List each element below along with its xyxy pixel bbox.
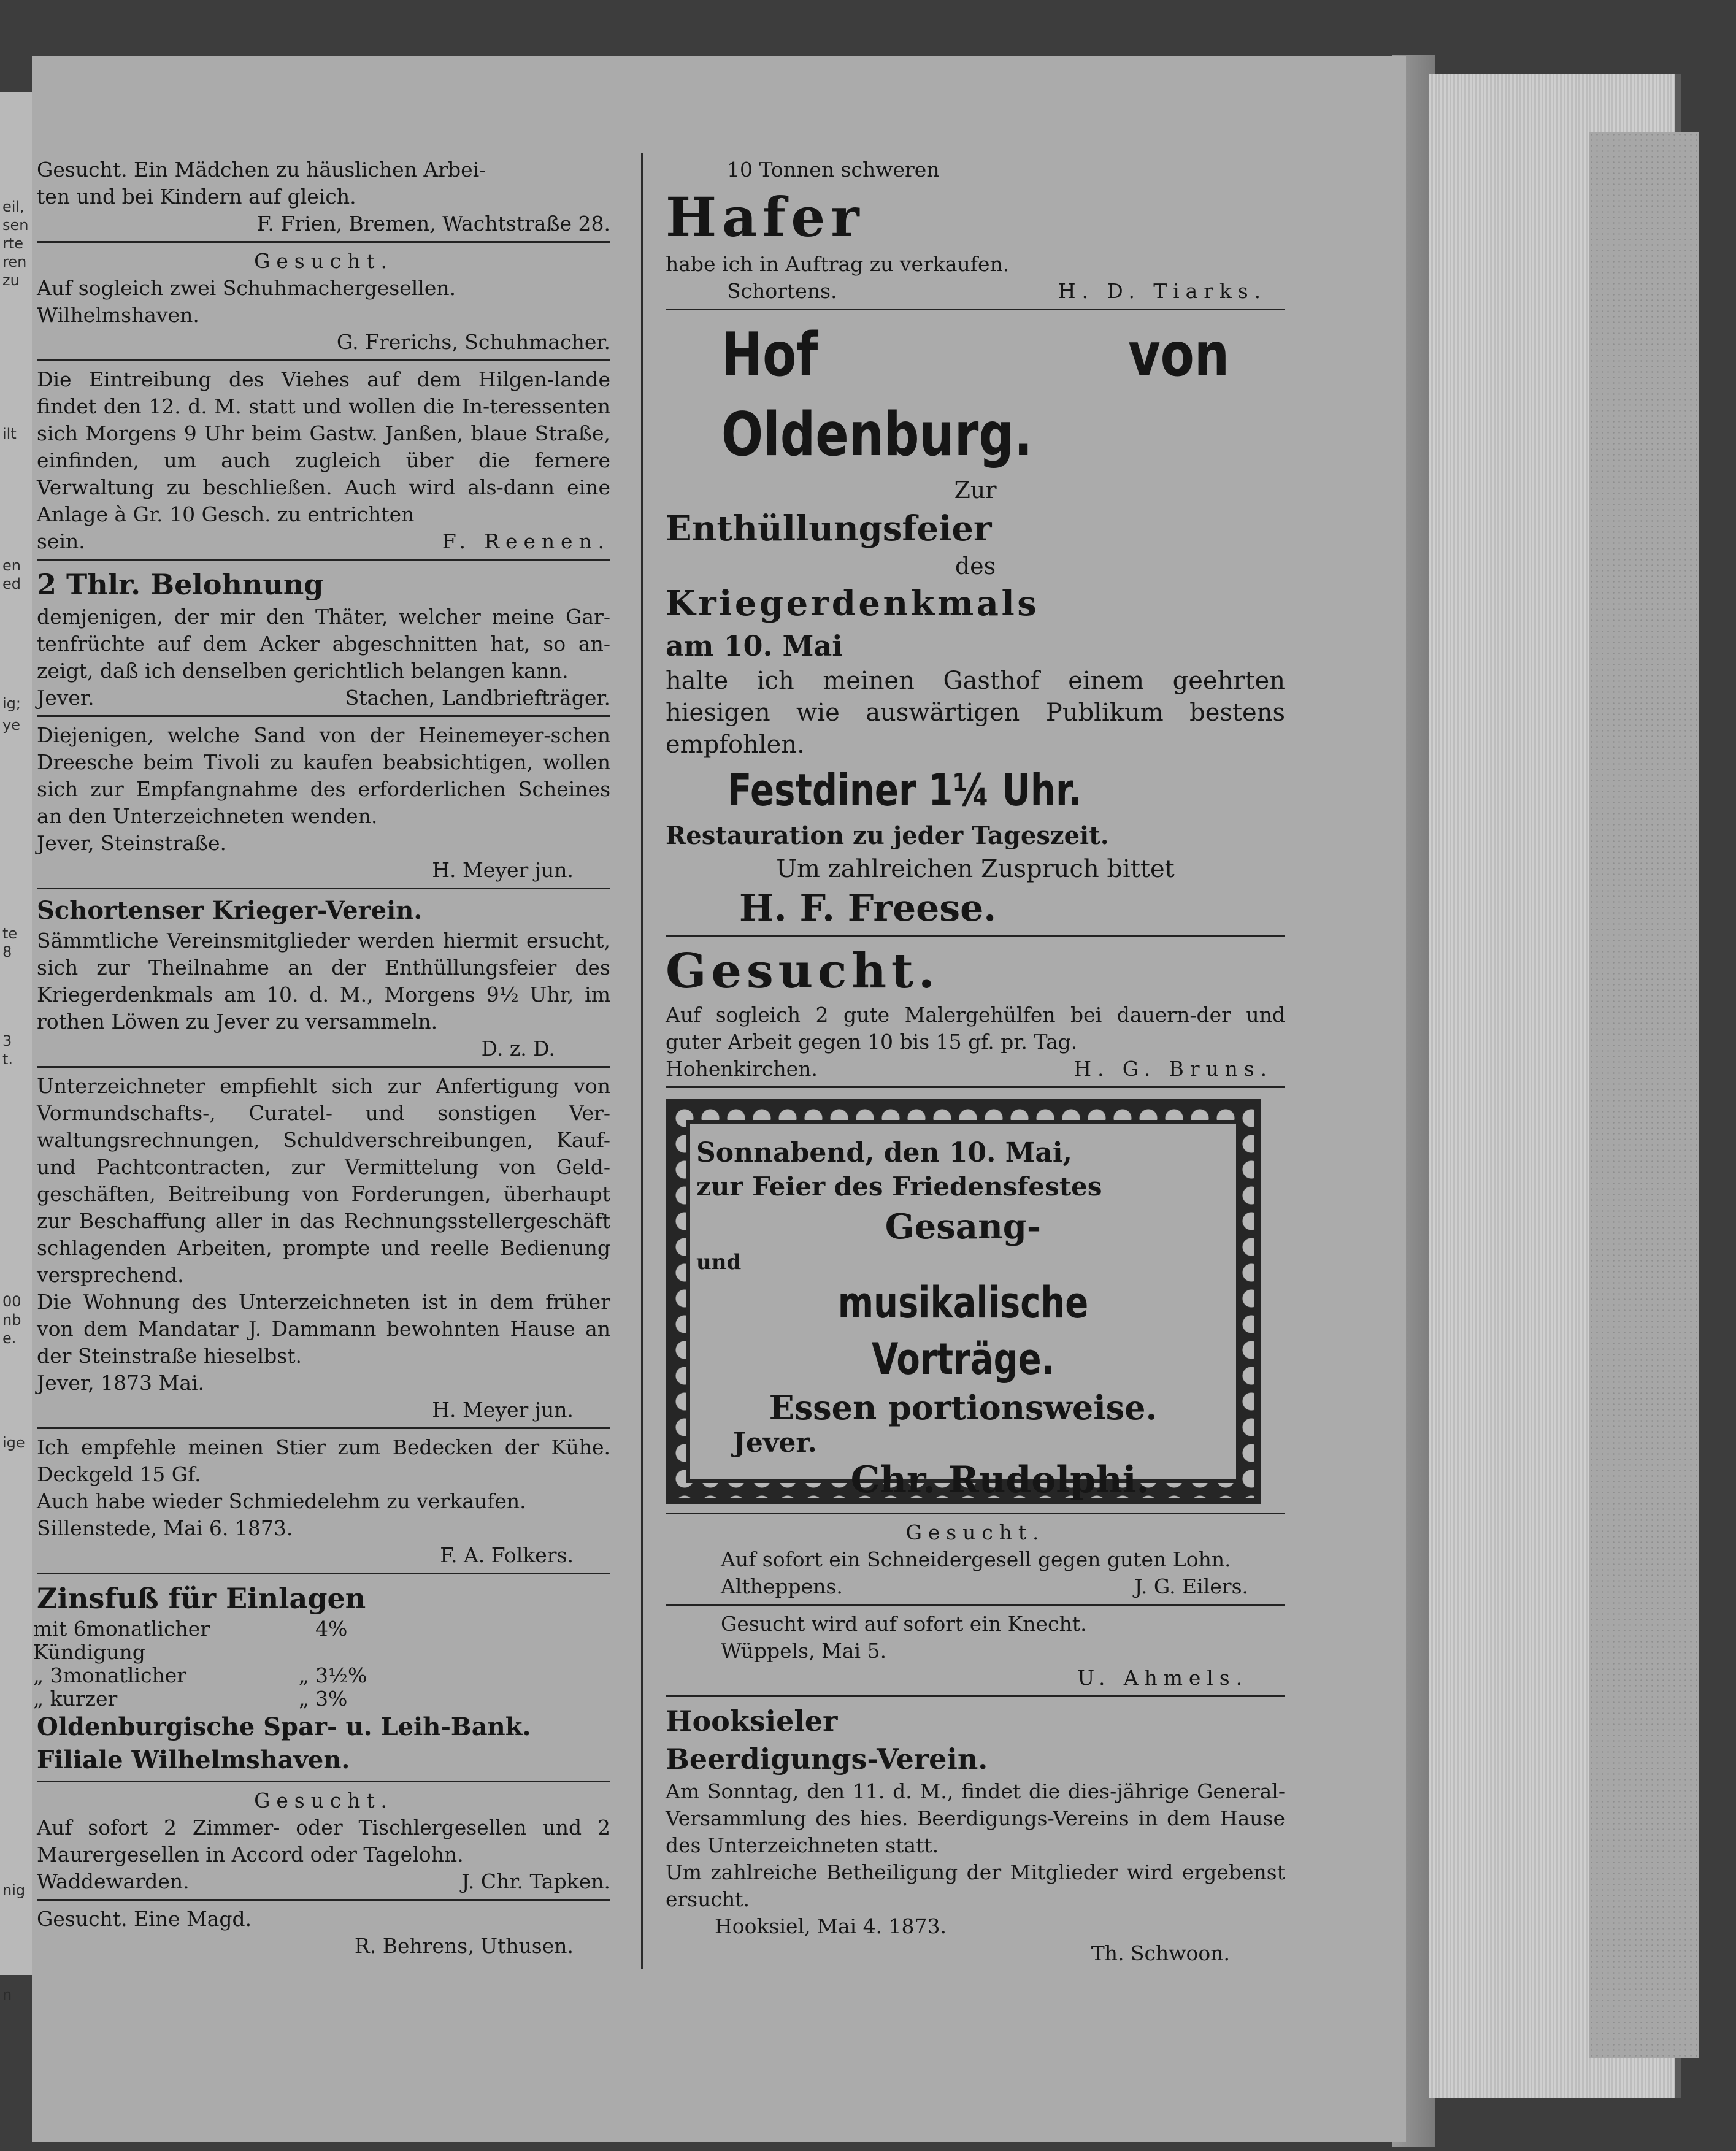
ad-heading: 2 Thlr. Belohnung <box>37 568 324 601</box>
ad-signature: H. F. Freese. <box>739 887 997 930</box>
previous-page-margin <box>0 92 32 2003</box>
prev-page-fragment: t. <box>2 1051 13 1068</box>
ad-separator <box>37 559 610 561</box>
ad-maid-wanted <box>37 156 610 237</box>
right-column <box>666 156 1285 1967</box>
rate-label: mit 6monatlicher Kündigung <box>33 1617 210 1664</box>
event-date: am 10. Mai <box>666 629 843 662</box>
ad-signature: J. G. Eilers. <box>1134 1574 1248 1598</box>
event-title: Kriegerdenkmals <box>666 583 1040 624</box>
ad-text: Unterzeichneter empfiehlt sich zur Anfertigung von Vormundschafts-, Curatel- und sonstigen Ver-waltungsrechnungen, Schuldverschreibungen, Kauf- und Pachtcontracten, zur Vermittelung von Geld-geschäften, Beitreibung von Forderungen, überhaupt zur Beschaffung aller in das Rechnungsstellergeschäft schlagenden Arbeiten, prompte und reelle Bedienung versprechend. <box>37 1074 610 1287</box>
ad-signature: J. Chr. Tapken. <box>461 1869 610 1893</box>
ad-signature: G. Frerichs, Schuhmacher. <box>336 330 610 354</box>
ad-heading: Hafer <box>666 185 865 249</box>
ad-text: Sämmtliche Vereinsmitglieder werden hiermit ersucht, sich zur Theilnahme an der Enthüllungsfeier des Kriegerdenkmals am 10. d. M., Morgens 9½ Uhr, im rothen Löwen zu Jever zu versammeln. <box>37 929 610 1033</box>
ad-separator <box>37 1066 610 1068</box>
ad-place: Wilhelmshaven. <box>37 303 199 327</box>
ad-heading: Schortenser Krieger-Verein. <box>37 896 423 925</box>
ad-heading: Gesucht. <box>905 1520 1045 1544</box>
ad-separator <box>37 1899 610 1901</box>
rate-mark: „ <box>298 1663 309 1687</box>
ad-text: halte ich meinen Gasthof einem geehrten hiesigen wie auswärtigen Publikum bestens empfohlen. <box>666 667 1285 759</box>
ad-text: 10 Tonnen schweren <box>727 158 940 182</box>
rate-value: 4% <box>315 1617 348 1641</box>
prev-page-fragment: nig <box>2 1882 26 1899</box>
ad-separator <box>37 1427 610 1429</box>
prev-page-fragment: 3 <box>2 1032 12 1049</box>
ad-cattle-drive <box>37 366 610 555</box>
restaurant-hours: Restauration zu jeder Tageszeit. <box>666 821 1109 850</box>
ad-signature: F. Frien, Bremen, Wachtstraße 28. <box>256 212 610 236</box>
ad-signature: R. Behrens, Uthusen. <box>354 1934 574 1958</box>
left-column <box>33 156 610 1960</box>
ad-text: Diejenigen, welche Sand von der Heinemeyer-schen Dreesche beim Tivoli zu kaufen beabsichtigen, wollen sich zur Empfangnahme des erforderlichen Scheines an den Unterzeichneten wenden. <box>37 723 610 828</box>
ad-bank-rates <box>33 1579 610 1777</box>
ad-heading: Beerdigungs-Verein. <box>666 1743 988 1776</box>
ad-place: Jever. <box>37 686 94 710</box>
ad-signature: F. Reenen. <box>442 529 610 553</box>
prev-page-fragment: zu <box>2 272 20 289</box>
prev-page-fragment: eil, <box>2 198 25 215</box>
ad-text: ten und bei Kindern auf gleich. <box>37 185 356 209</box>
ad-reward <box>37 566 610 711</box>
ad-separator <box>37 241 610 243</box>
ad-footer <box>666 1573 1285 1600</box>
ad-text: Ich empfehle meinen Stier zum Bedecken der Kühe. Deckgeld 15 Gf. <box>37 1435 610 1486</box>
ad-separator <box>37 715 610 717</box>
ad-signature: Chr. Rudolphi. <box>850 1459 1150 1501</box>
ad-separator <box>666 309 1285 310</box>
ad-heading: Gesucht. <box>666 943 940 999</box>
ad-footer <box>666 1056 1285 1083</box>
ad-text: sein. <box>37 529 85 553</box>
bank-name: Oldenburgische Spar- u. Leih-Bank. <box>37 1712 531 1741</box>
ad-separator <box>37 1781 610 1782</box>
prev-page-fragment: ed <box>2 575 21 592</box>
book-cover-edge <box>1589 132 1699 2058</box>
column-divider <box>641 153 643 1969</box>
ad-signature: H. Meyer jun. <box>432 1398 574 1422</box>
ad-text: Gesucht. Eine Magd. <box>37 1907 252 1931</box>
ad-place: Jever, Steinstraße. <box>37 831 226 855</box>
ad-painters-wanted <box>666 941 1285 1083</box>
ad-heading: Zinsfuß für Einlagen <box>37 1582 366 1615</box>
ad-signature: H. Meyer jun. <box>432 858 574 882</box>
boxed-ad-content <box>686 1120 1240 1501</box>
ad-tailor-wanted <box>666 1519 1285 1600</box>
ad-shoemaker-wanted <box>37 248 610 356</box>
prev-page-fragment: ilt <box>2 425 17 442</box>
ad-separator <box>666 1695 1285 1697</box>
ad-accountant <box>37 1073 610 1424</box>
ad-text: Auch habe wieder Schmiedelehm zu verkaufen. <box>37 1489 526 1513</box>
ad-signature: U. Ahmels. <box>1077 1666 1248 1690</box>
ad-burial-society <box>666 1702 1285 1967</box>
ad-text: Zur <box>954 477 997 504</box>
ad-text: und <box>696 1250 742 1275</box>
ad-oats-sale <box>666 156 1285 305</box>
prev-page-fragment: rte <box>2 235 24 252</box>
ad-text: des <box>954 553 996 580</box>
ad-text: Essen portionsweise. <box>769 1388 1158 1427</box>
ad-veterans-club <box>37 894 610 1062</box>
rate-mark: „ <box>298 1687 309 1711</box>
ad-text: Um zahlreichen Zuspruch bittet <box>776 855 1175 883</box>
prev-page-fragment: en <box>2 557 21 574</box>
ad-text: Um zahlreiche Betheiligung der Mitglieder wird ergebenst ersucht. <box>666 1860 1285 1911</box>
ad-text: Die Wohnung des Unterzeichneten ist in dem früher von dem Mandatar J. Dammann bewohnten Hause an der Steinstraße hieselbst. <box>37 1290 610 1368</box>
rate-label: „ kurzer <box>33 1687 118 1711</box>
event-title: zur Feier des Friedensfestes <box>696 1171 1102 1202</box>
ad-text: habe ich in Auftrag zu verkaufen. <box>666 252 1010 276</box>
ad-footer <box>37 1868 610 1895</box>
prev-page-fragment: e. <box>2 1330 17 1347</box>
ad-text: Gesucht. Ein Mädchen zu häuslichen Arbei- <box>37 158 486 182</box>
ad-signature: D. z. D. <box>481 1037 555 1060</box>
dinner-time: Festdiner 1¼ Uhr. <box>728 764 1082 816</box>
ad-sand-sale <box>37 722 610 884</box>
prev-page-fragment: 00 <box>2 1293 21 1310</box>
ad-text: Am Sonntag, den 11. d. M., findet die dies-jährige General-Versammlung des hies. Beerdigungs-Vereins in dem Hause des Unterzeichneten statt. <box>666 1779 1285 1857</box>
inn-name: Hof von Oldenburg. <box>721 320 1230 470</box>
ad-text: Auf sofort 2 Zimmer- oder Tischlergesellen und 2 Maurergesellen in Accord oder Tagelohn. <box>37 1816 610 1866</box>
ad-heading: Hooksieler <box>666 1704 838 1738</box>
prev-page-fragment: ren <box>2 253 27 270</box>
ad-carpenters-wanted <box>37 1787 610 1895</box>
ad-separator <box>37 888 610 889</box>
ad-footer <box>666 278 1285 305</box>
ad-separator <box>666 1604 1285 1606</box>
ad-footer <box>37 528 610 555</box>
ad-hof-von-oldenburg <box>666 315 1285 931</box>
ad-date: Jever, 1873 Mai. <box>37 1371 205 1395</box>
prev-page-fragment: ige <box>2 1434 25 1451</box>
prev-page-fragment: ig; <box>2 695 21 712</box>
ad-signature: Th. Schwoon. <box>1091 1941 1230 1965</box>
ad-separator <box>666 1086 1285 1088</box>
ad-separator <box>666 1513 1285 1514</box>
bank-branch: Filiale Wilhelmshaven. <box>37 1746 350 1774</box>
prev-page-fragment: ye <box>2 716 20 734</box>
ad-text: Auf sogleich zwei Schuhmachergesellen. <box>37 276 456 300</box>
ad-text: Auf sofort ein Schneidergesell gegen guten Lohn. <box>721 1547 1231 1571</box>
ad-date: Sillenstede, Mai 6. 1873. <box>37 1516 293 1540</box>
event-title: musikalische Vorträge. <box>837 1278 1089 1384</box>
prev-page-fragment: n <box>2 1986 12 2003</box>
rate-mark <box>242 1617 315 1664</box>
ad-place: Wüppels, Mai 5. <box>721 1639 887 1663</box>
ad-place: Waddewarden. <box>37 1869 190 1893</box>
ad-signature: F. A. Folkers. <box>440 1543 574 1567</box>
interest-rate-table <box>33 1617 610 1711</box>
ad-heading: Gesucht. <box>254 249 393 273</box>
ad-text: Die Eintreibung des Viehes auf dem Hilgen-lande findet den 12. d. M. statt und wollen die In-teressenten sich Morgens 9 Uhr beim Gastw. Janßen, blaue Straße, einfinden, um auch zugleich über die fernere Verwaltung zu beschließen. Auch wird als-dann eine Anlage à Gr. 10 Gesch. zu entrichten <box>37 367 610 526</box>
ad-place: Jever. <box>733 1427 817 1459</box>
prev-page-fragment: te <box>2 925 18 942</box>
event-title: Gesang- <box>885 1206 1042 1247</box>
ad-place: Hohenkirchen. <box>666 1057 818 1081</box>
ad-footer <box>37 684 610 711</box>
ad-separator <box>37 1573 610 1574</box>
rate-label: „ 3monatlicher <box>33 1663 187 1687</box>
ad-heading: Gesucht. <box>254 1789 393 1812</box>
ad-text: Auf sogleich 2 gute Malergehülfen bei dauern-der und guter Arbeit gegen 10 bis 15 gf. pr. Tag. <box>666 1003 1285 1054</box>
ad-peace-festival-box <box>666 1099 1261 1504</box>
ad-place: Schortens. <box>727 279 837 303</box>
ad-signature: Stachen, Landbriefträger. <box>345 686 610 710</box>
prev-page-fragment: sen <box>2 217 29 234</box>
ad-place: Altheppens. <box>721 1574 843 1598</box>
event-date: Sonnabend, den 10. Mai, <box>696 1137 1072 1168</box>
ad-text: demjenigen, der mir den Thäter, welcher meine Gar-tenfrüchte auf dem Acker abgeschnitten hat, so an-zeigt, daß ich denselben gerichtlich belangen kann. <box>37 605 610 683</box>
ad-maid-uthusen <box>37 1906 610 1960</box>
ad-separator <box>37 359 610 361</box>
prev-page-fragment: nb <box>2 1311 21 1329</box>
ad-farmhand-wanted <box>666 1611 1285 1692</box>
rate-value: 3½% <box>315 1663 367 1687</box>
event-title: Enthüllungsfeier <box>666 508 992 549</box>
rate-value: 3% <box>315 1687 348 1711</box>
ad-date: Hooksiel, Mai 4. 1873. <box>715 1914 947 1938</box>
ad-signature: H. G. Bruns. <box>1073 1057 1273 1081</box>
ad-bull-service <box>37 1434 610 1569</box>
ad-text: Gesucht wird auf sofort ein Knecht. <box>721 1612 1087 1636</box>
ad-signature: H. D. Tiarks. <box>1058 279 1267 303</box>
prev-page-fragment: 8 <box>2 943 12 960</box>
ad-separator <box>666 935 1285 937</box>
